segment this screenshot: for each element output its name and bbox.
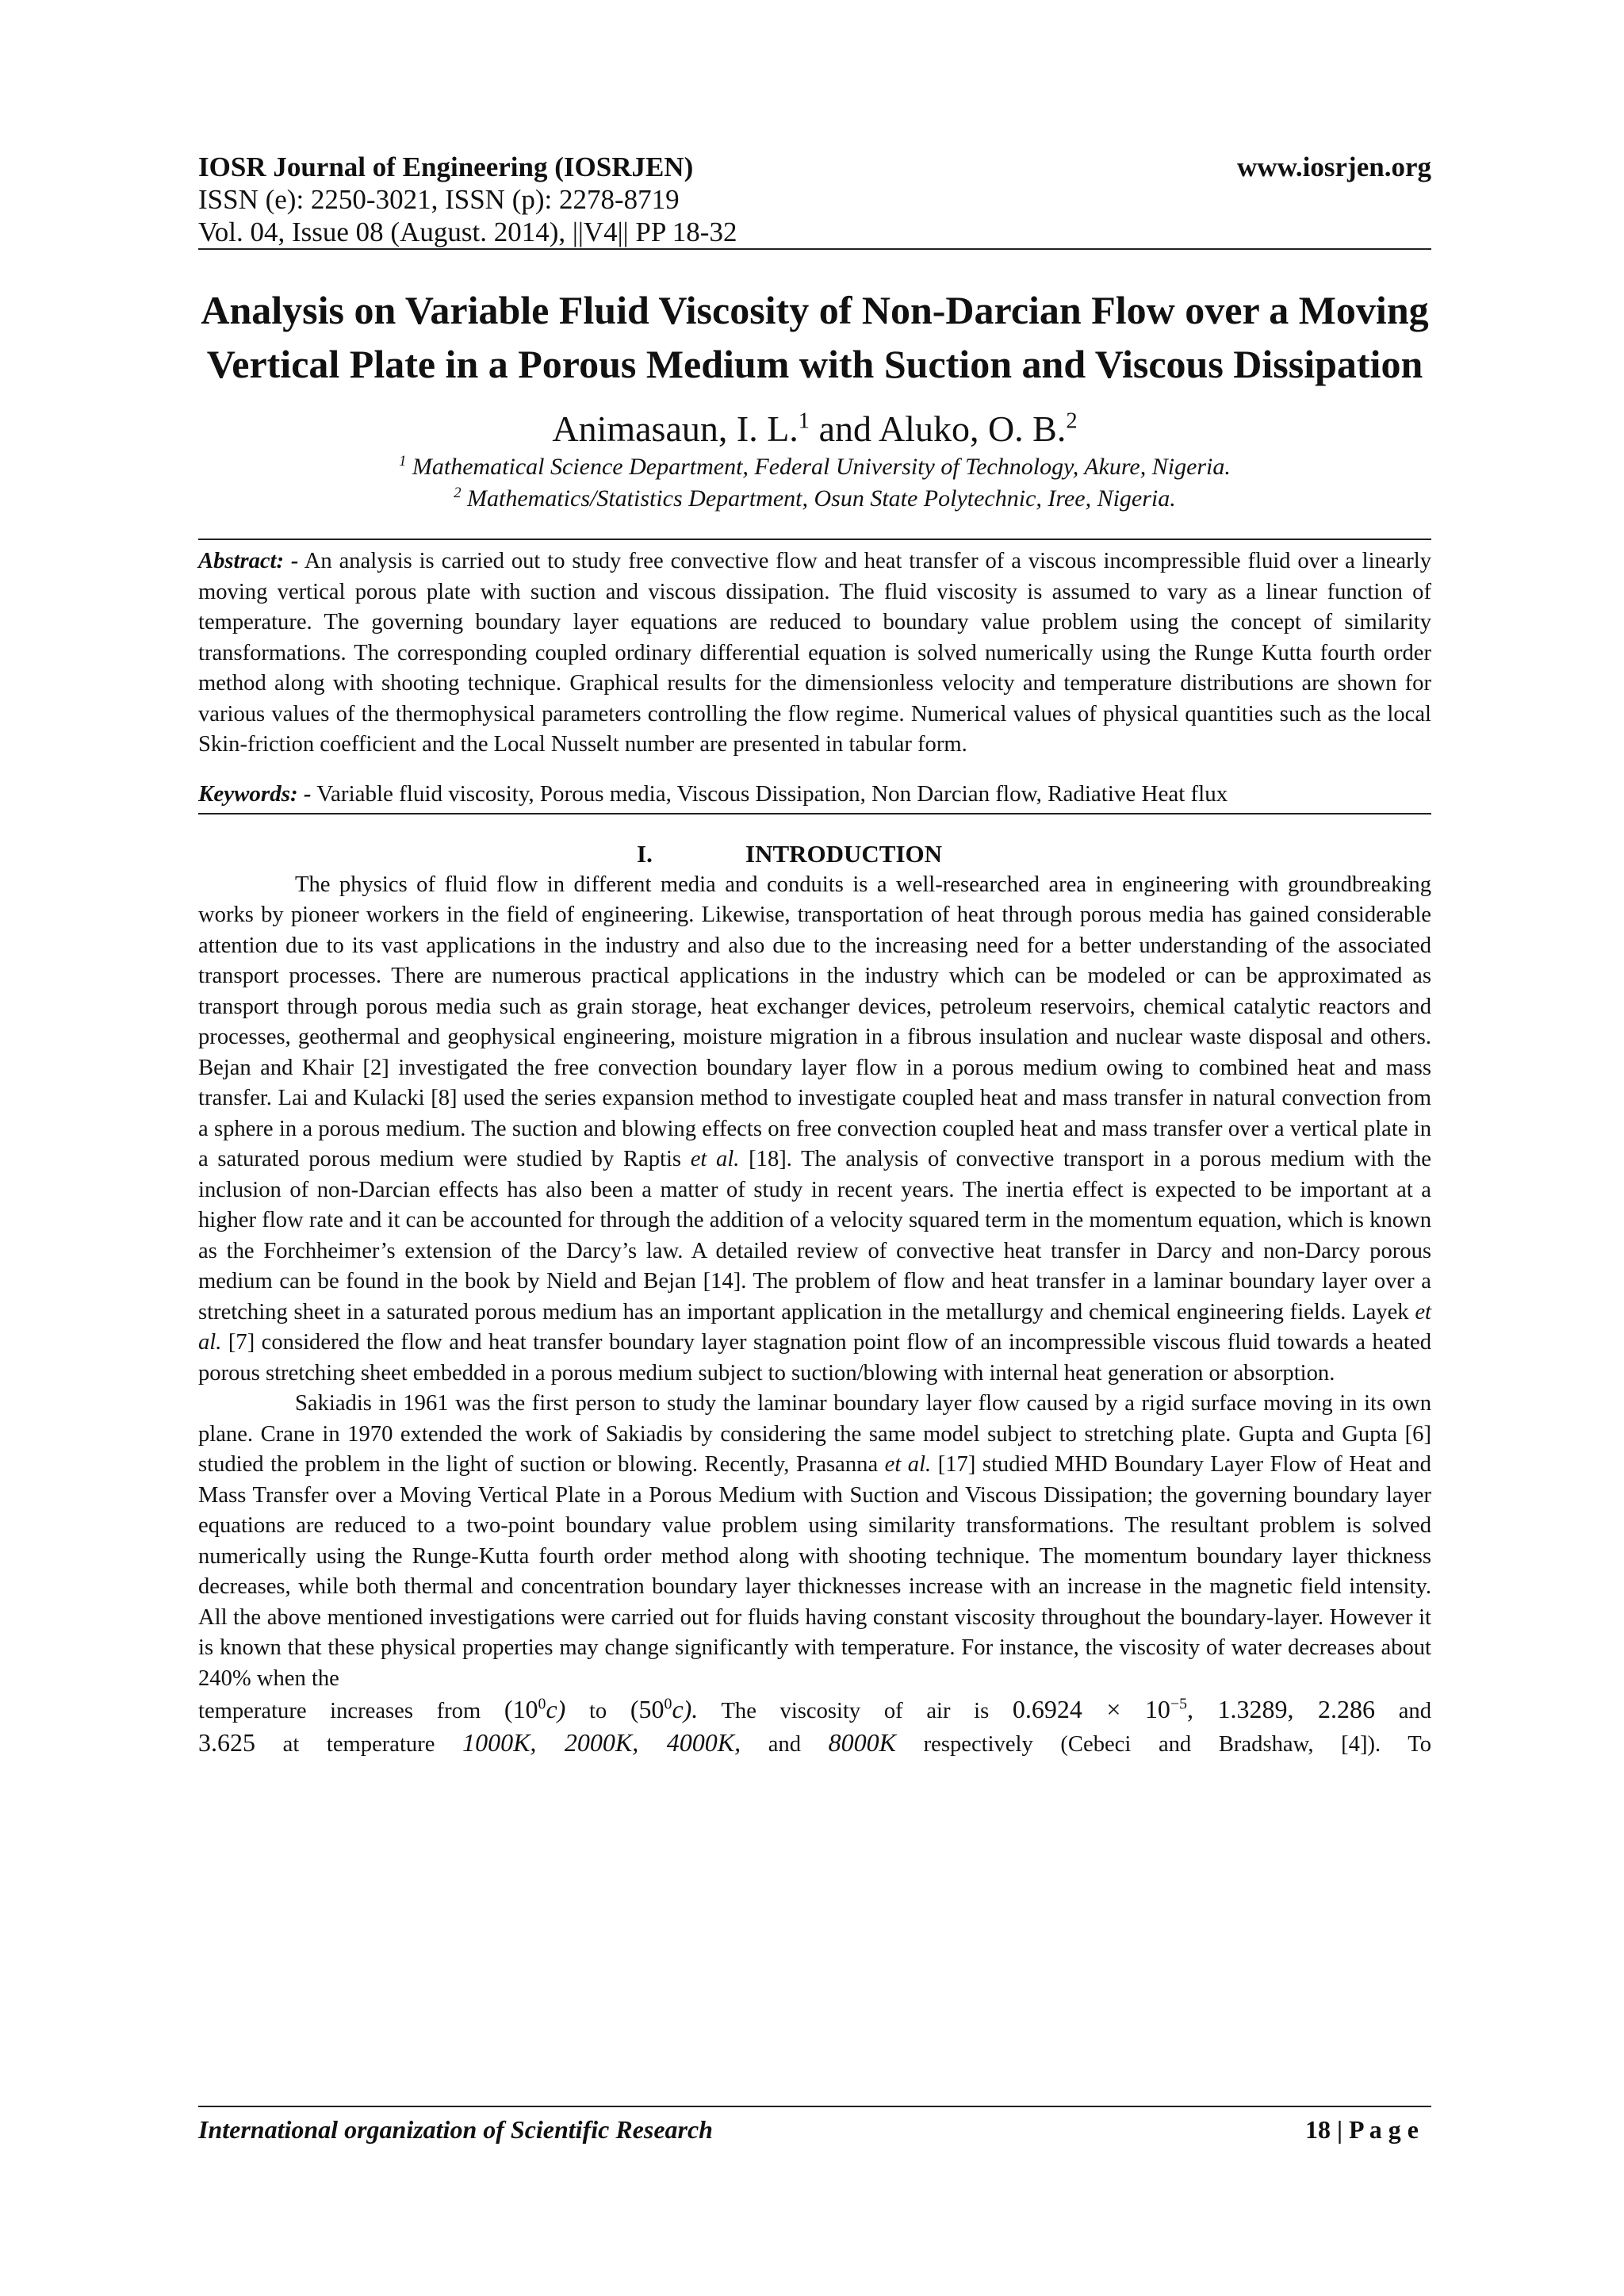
- author-conjunction: and: [818, 408, 871, 449]
- intro-paragraph-1: The physics of fluid flow in different media and conduits is a well-researched area in engineering with groundbreaking works by pioneer workers in the field of engineering. Likewise, transportation of heat through porous media has gained considerable attention due to its vast applications in the industry and also due to the increasing need for a better understanding of the associated transport processes. There are numerous practical applications in the industry which can be modeled or can be approximated as transport through porous media such as grain storage, heat exchanger devices, petroleum reservoirs, chemical catalytic reactors and processes, geothermal and geophysical engineering, moisture migration in a fibrous insulation and nuclear waste disposal and others. Bejan and Khair [2] investigated the free convection boundary layer flow in a porous medium owing to combined heat and mass transfer. Lai and Kulacki [8] used the series expansion method to investigate coupled heat and mass transfer in natural convection from a sphere in a porous medium. The suction and blowing effects on free convection coupled heat and mass transfer over a vertical plate in a saturated porous medium were studied by Raptis et al. [18]. The analysis of convective transport in a porous medium with the inclusion of non-Darcian effects has also been a matter of study in recent years. The inertia effect is expected to be important at a higher flow rate and it can be accounted for through the addition of a velocity squared term in the momentum equation, which is known as the Forchheimer’s extension of the Darcy’s law. A detailed review of convective heat transfer in Darcy and non-Darcy porous medium can be found in the book by Nield and Bejan [14]. The problem of flow and heat transfer in a laminar boundary layer over a stretching sheet in a saturated porous medium has an important application in the metallurgy and chemical engineering fields. Layek et al. [7] considered the flow and heat transfer boundary layer stagnation point flow of an incompressible viscous fluid towards a heated porous stretching sheet embedded in a porous medium subject to suction/blowing with internal heat generation or absorption.: [198, 872, 1431, 1386]
- section-title: INTRODUCTION: [745, 839, 943, 868]
- intro-math-line-2: 3.625 at temperature 1000K, 2000K, 4000K, and 8000K respectively (Cebeci and Bradshaw, [4]). To: [198, 1727, 1432, 1757]
- author-1-affiliation-mark: 1: [798, 408, 810, 434]
- abstract-label: Abstract: -: [198, 549, 299, 573]
- keywords: [198, 778, 1431, 815]
- header-divider: [198, 248, 1431, 250]
- journal-header: [198, 151, 1431, 248]
- author-list: [198, 407, 1431, 451]
- intro-paragraph-2: Sakiadis in 1961 was the first person to study the laminar boundary layer flow caused by a rigid surface moving in its own plane. Crane in 1970 extended the work of Sakiadis by considering the same model subject to stretching plate. Gupta and Gupta [6] studied the problem in the light of suction or blowing. Recently, Prasanna et al. [17] studied MHD Boundary Layer Flow of Heat and Mass Transfer over a Moving Vertical Plate in a Porous Medium with Suction and Viscous Dissipation; the governing boundary layer equations are reduced to a two-point boundary value problem using similarity transformations. The resultant problem is solved numerically using the Runge-Kutta fourth order method along with shooting technique. The momentum boundary layer thickness decreases, while both thermal and concentration boundary layer thicknesses increase with an increase in the magnetic field intensity. All the above mentioned investigations were carried out for fluids having constant viscosity throughout the boundary-layer. However it is known that these physical properties may change significantly with temperature. For instance, the viscosity of water decreases about 240% when the: [198, 1391, 1431, 1691]
- journal-name: IOSR Journal of Engineering (IOSRJEN): [198, 151, 694, 182]
- footer-organization: International organization of Scientific Research: [198, 2115, 713, 2144]
- author-2-affiliation-mark: 2: [1066, 408, 1078, 434]
- temperature-range-start: $(10^0c)$: [504, 1695, 566, 1723]
- volume-line: Vol. 04, Issue 08 (August. 2014), ||V4|| PP 18-32: [198, 217, 737, 247]
- keywords-text: Variable fluid viscosity, Porous media, Viscous Dissipation, Non Darcian flow, Radiative Heat flux: [316, 780, 1228, 807]
- temperature-values: 1000K, 2000K, 4000K,: [462, 1727, 741, 1757]
- affiliation-2: $^2$ Mathematics/Statistics Department, Osun State Polytechnic, Iree, Nigeria.: [454, 485, 1176, 512]
- journal-website[interactable]: www.iosrjen.org: [1237, 151, 1431, 182]
- issn-line: ISSN (e): 2250-3021, ISSN (p): 2278-8719: [198, 184, 680, 215]
- author-2: Aluko, O. B.: [878, 408, 1067, 449]
- author-1: Animasaun, I. L.: [552, 408, 799, 449]
- abstract: [198, 539, 1431, 761]
- air-viscosity-values: $0.6924 \times 10^{-5}$, 1.3289, 2.286: [1012, 1695, 1376, 1723]
- page-number: 18 | P a g e: [1304, 2115, 1419, 2144]
- keywords-label: Keywords: -: [198, 780, 312, 807]
- paper-title: Analysis on Variable Fluid Viscosity of Non-Darcian Flow over a Moving Vertical Plate in a Porous Medium with Suction and Viscous Dissipation: [201, 288, 1429, 386]
- page-footer: [198, 2106, 1431, 2145]
- paper-page: [198, 151, 1431, 1760]
- intro-math-line-1: temperature increases from $(10^0c)$ to $(50^0c)$. The viscosity of air is $0.6924 \times 10^{-5}$, 1.3289, 2.286 and: [198, 1695, 1432, 1723]
- section-heading: [198, 838, 1431, 870]
- affiliation-1: $^1$ Mathematical Science Department, Federal University of Technology, Akure, Nigeria.: [399, 453, 1231, 480]
- section-number: I.: [637, 839, 653, 868]
- abstract-text: An analysis is carried out to study free convective flow and heat transfer of a viscous incompressible fluid over a linearly moving vertical porous plate with suction and viscous dissipation. The fluid viscosity is assumed to vary as a linear function of temperature. The governing boundary layer equations are reduced to boundary value problem using the concept of similarity transformations. The corresponding coupled ordinary differential equation is solved numerically using the Runge Kutta fourth order method along with shooting technique. Graphical results for the dimensionless velocity and temperature distributions are shown for various values of the thermophysical parameters controlling the flow regime. Numerical values of physical quantities such as the local Skin-friction coefficient and the Local Nusselt number are presented in tabular form.: [198, 549, 1431, 757]
- temperature-range-end: $(50^0c)$.: [630, 1695, 699, 1723]
